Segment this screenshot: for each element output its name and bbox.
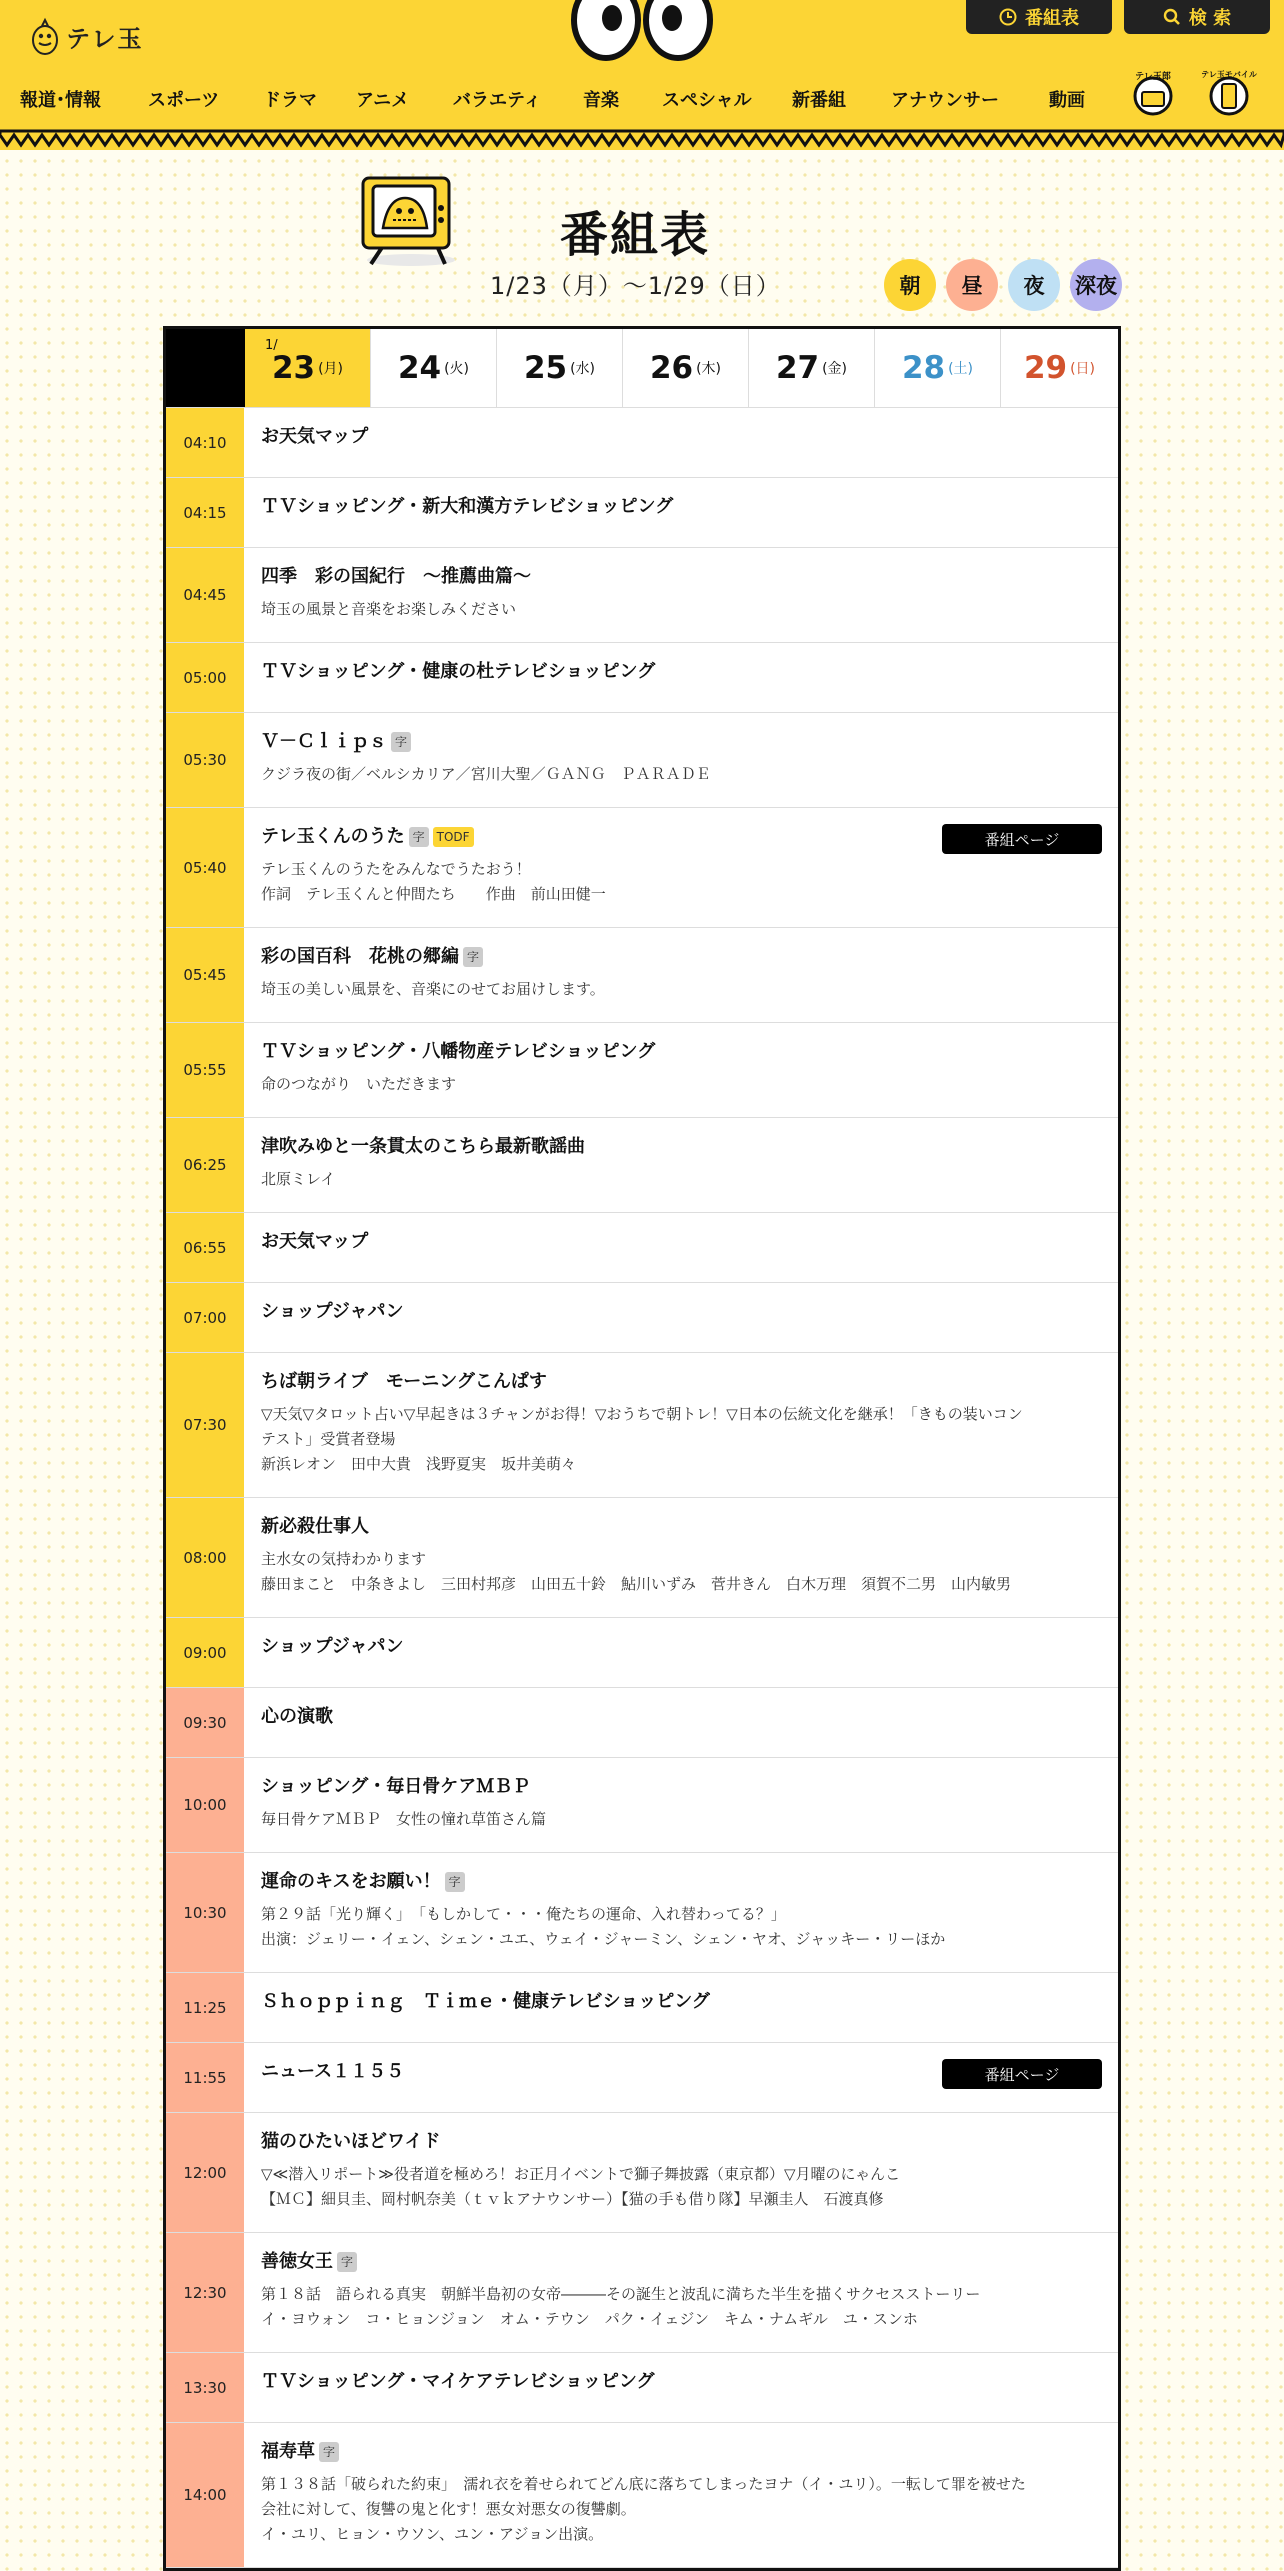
program-time: 11:25 bbox=[166, 1973, 245, 2042]
day-number: 29 bbox=[1023, 350, 1068, 386]
program-description-line: ▽天気▽タロット占い▽早起きは３チャンがお得！▽おうちで朝トレ！▽日本の伝統文化を継承！「きもの装いコン bbox=[261, 1405, 1023, 1423]
program-title[interactable]: ニュース１１５５ bbox=[261, 2061, 405, 2082]
mascot-eyes-icon bbox=[568, 0, 716, 62]
program-row[interactable] bbox=[166, 2233, 1118, 2353]
program-time: 05:00 bbox=[166, 643, 245, 712]
nav-new-programs[interactable]: 新番組 bbox=[792, 90, 846, 111]
program-info bbox=[245, 1118, 1118, 1212]
day-weekday: (日) bbox=[1070, 361, 1096, 377]
subtitle-badge: 字 bbox=[319, 2442, 339, 2462]
program-row[interactable] bbox=[166, 2423, 1118, 2568]
program-description bbox=[261, 857, 1102, 907]
program-title[interactable]: 新必殺仕事人 bbox=[261, 1516, 369, 1537]
subtitle-badge: 字 bbox=[337, 2252, 357, 2272]
program-title-line bbox=[261, 1514, 1102, 1540]
program-title-line bbox=[261, 1989, 1102, 2015]
program-description-line: 【ＭＣ】細貝圭、岡村帆奈美（ｔｖｋアナウンサー）【猫の手も借り隊】早瀬圭人 石渡真修 bbox=[261, 2190, 884, 2208]
day-number: 24 bbox=[397, 350, 442, 386]
program-info bbox=[245, 1973, 1118, 2042]
program-list bbox=[166, 408, 1118, 2568]
nav-anime[interactable]: アニメ bbox=[356, 90, 410, 111]
program-description bbox=[261, 1902, 1102, 1952]
program-page-button[interactable]: 番組ページ bbox=[942, 2059, 1102, 2089]
program-info bbox=[245, 808, 1118, 927]
program-title[interactable]: 善徳女王 bbox=[261, 2251, 333, 2272]
program-info bbox=[245, 2353, 1118, 2422]
program-time: 12:30 bbox=[166, 2233, 245, 2352]
day-weekday: (土) bbox=[948, 361, 974, 377]
program-info bbox=[245, 1283, 1118, 1352]
program-title-line bbox=[261, 1869, 1102, 1895]
day-tab-29[interactable] bbox=[1001, 329, 1118, 407]
program-info bbox=[245, 1688, 1118, 1757]
program-info bbox=[245, 478, 1118, 547]
program-title-line bbox=[261, 1634, 1102, 1660]
tv-mascot-icon bbox=[353, 168, 463, 268]
program-row[interactable] bbox=[166, 643, 1118, 713]
program-row[interactable] bbox=[166, 1213, 1118, 1283]
day-weekday: (水) bbox=[570, 361, 596, 377]
program-title[interactable]: テレ玉くんのうた bbox=[261, 826, 405, 847]
program-title-line bbox=[261, 564, 1102, 590]
program-info bbox=[245, 548, 1118, 642]
program-title-line bbox=[261, 424, 1102, 450]
program-title-line bbox=[261, 1369, 1102, 1395]
program-page-button[interactable]: 番組ページ bbox=[942, 824, 1102, 854]
program-description bbox=[261, 597, 1102, 622]
program-info bbox=[245, 2423, 1118, 2567]
program-title[interactable]: Ｓｈｏｐｐｉｎｇ Ｔｉｍｅ・健康テレビショッピング bbox=[261, 1991, 710, 2012]
program-row[interactable] bbox=[166, 2353, 1118, 2423]
nav-videos[interactable]: 動画 bbox=[1049, 90, 1085, 111]
program-row[interactable] bbox=[166, 1023, 1118, 1118]
tod-morning-button[interactable]: 朝 bbox=[884, 259, 936, 311]
program-title-line bbox=[261, 1704, 1102, 1730]
program-info bbox=[245, 1023, 1118, 1117]
program-info bbox=[245, 1213, 1118, 1282]
program-time: 04:10 bbox=[166, 408, 245, 477]
program-time: 07:30 bbox=[166, 1353, 245, 1497]
program-title-line bbox=[261, 2129, 1102, 2155]
program-title[interactable]: ＴＶショッピング・マイケアテレビショッピング bbox=[261, 2371, 655, 2392]
day-tabs bbox=[166, 329, 1118, 408]
tod-daytime-button[interactable]: 昼 bbox=[946, 259, 998, 311]
program-description bbox=[261, 1807, 1102, 1832]
program-title-line bbox=[261, 659, 1102, 685]
program-row[interactable] bbox=[166, 1118, 1118, 1213]
day-weekday: (金) bbox=[822, 361, 848, 377]
search-icon bbox=[1163, 8, 1181, 26]
program-title-line bbox=[261, 2249, 1102, 2275]
program-description-line: 北原ミレイ bbox=[261, 1170, 336, 1188]
program-row[interactable] bbox=[166, 1353, 1118, 1498]
program-description bbox=[261, 2472, 1102, 2547]
program-time: 05:55 bbox=[166, 1023, 245, 1117]
day-number: 23 bbox=[271, 350, 316, 386]
program-time: 09:30 bbox=[166, 1688, 245, 1757]
day-tab-24[interactable] bbox=[371, 329, 497, 407]
program-description-line: 作詞 テレ玉くんと仲間たち 作曲 前山田健一 bbox=[261, 885, 606, 903]
program-row[interactable] bbox=[166, 1853, 1118, 1973]
schedule-button[interactable] bbox=[966, 0, 1112, 34]
svg-text:テレ玉モバイル: テレ玉モバイル bbox=[1201, 70, 1257, 79]
program-description bbox=[261, 977, 1102, 1002]
tod-latenight-button[interactable]: 深夜 bbox=[1070, 259, 1122, 311]
program-title[interactable]: 津吹みゆと一条貫太のこちら最新歌謡曲 bbox=[261, 1136, 585, 1157]
program-time: 13:30 bbox=[166, 2353, 245, 2422]
program-time: 06:25 bbox=[166, 1118, 245, 1212]
schedule-table bbox=[163, 326, 1121, 2571]
program-description-line: 第１３８話「破られた約束」 濡れ衣を着せられてどん底に落ちてしまったヨナ（イ・ユリ）。一転して罪を被せた bbox=[261, 2475, 1026, 2493]
program-time: 10:00 bbox=[166, 1758, 245, 1852]
program-description-line: 埼玉の美しい風景を、音楽にのせてお届けします。 bbox=[261, 980, 605, 998]
program-description bbox=[261, 1072, 1102, 1097]
program-description-line: 主水女の気持わかります bbox=[261, 1550, 427, 1568]
program-description-line: クジラ夜の街／ベルシカリア／宮川大聖／ＧＡＮＧ ＰＡＲＡＤＥ bbox=[261, 765, 711, 783]
subtitle-badge: 字 bbox=[391, 732, 411, 752]
program-description-line: イ・ヨウォン コ・ヒョンジョン オム・テウン パク・イェジン キム・ナムギル ユ・スンホ bbox=[261, 2310, 918, 2328]
day-number: 26 bbox=[649, 350, 694, 386]
program-description-line: 会社に対して、復讐の鬼と化す！悪女対悪女の復讐劇。 bbox=[261, 2500, 636, 2518]
subtitle-badge: 字 bbox=[445, 1872, 465, 1892]
program-row[interactable] bbox=[166, 1283, 1118, 1353]
program-time: 04:15 bbox=[166, 478, 245, 547]
program-time: 10:30 bbox=[166, 1853, 245, 1972]
program-title-line bbox=[261, 729, 1102, 755]
program-title-line bbox=[261, 2439, 1102, 2465]
program-description-line: 第２９話「光り輝く」 「もしかして・・・俺たちの運命、入れ替わってる？」 bbox=[261, 1905, 786, 1923]
program-title-line bbox=[261, 1299, 1102, 1325]
nav-variety[interactable]: バラエティ bbox=[453, 90, 542, 111]
program-description-line: 新浜レオン 田中大貴 浅野夏実 坂井美萌々 bbox=[261, 1455, 577, 1473]
program-description-line: イ・ユリ、ヒョン・ウソン、ユン・アジョン出演。 bbox=[261, 2525, 604, 2543]
program-time: 08:00 bbox=[166, 1498, 245, 1617]
main-nav bbox=[20, 86, 1109, 112]
program-title-line bbox=[261, 1229, 1102, 1255]
program-description-line: 毎日骨ケアＭＢＰ 女性の憧れ草笛さん篇 bbox=[261, 1810, 547, 1828]
page-title: 番組表 bbox=[560, 207, 711, 263]
program-info bbox=[245, 2043, 1118, 2112]
program-title[interactable]: お天気マップ bbox=[261, 1231, 369, 1252]
program-title[interactable]: 心の演歌 bbox=[261, 1706, 333, 1727]
program-row[interactable] bbox=[166, 2043, 1118, 2113]
program-title[interactable]: ＴＶショッピング・八幡物産テレビショッピング bbox=[261, 1041, 656, 1062]
program-title-line bbox=[261, 1774, 1102, 1800]
nav-drama[interactable]: ドラマ bbox=[263, 90, 317, 111]
program-description-line: テスト」受賞者登場 bbox=[261, 1430, 396, 1448]
schedule-button-label: 番組表 bbox=[1025, 8, 1079, 29]
day-tab-23[interactable] bbox=[245, 329, 371, 407]
program-description-line: 藤田まこと 中条きよし 三田村邦彦 山田五十鈴 鮎川いずみ 菅井きん 白木万理 須賀不二男 山内敏男 bbox=[261, 1575, 1012, 1593]
program-title[interactable]: お天気マップ bbox=[261, 426, 369, 447]
svg-text:テレ玉郎: テレ玉郎 bbox=[1135, 72, 1171, 82]
program-title-line bbox=[261, 944, 1102, 970]
program-info bbox=[245, 1853, 1118, 1972]
program-title[interactable]: ＴＶショッピング・新大和漢方テレビショッピング bbox=[261, 496, 674, 517]
program-title[interactable]: ショップジャパン bbox=[261, 1636, 404, 1657]
day-month: 1/ bbox=[265, 338, 278, 353]
logo-text: テレ玉 bbox=[66, 24, 144, 53]
program-title[interactable]: Ｖ－Ｃｌｉｐｓ bbox=[261, 731, 387, 752]
site-logo[interactable] bbox=[30, 16, 144, 56]
program-title-line bbox=[261, 1039, 1102, 1065]
program-info bbox=[245, 928, 1118, 1022]
day-number: 25 bbox=[523, 350, 568, 386]
program-row[interactable] bbox=[166, 808, 1118, 928]
header-zigzag-edge bbox=[0, 131, 1284, 153]
program-row[interactable] bbox=[166, 1688, 1118, 1758]
program-time: 05:40 bbox=[166, 808, 245, 927]
program-description-line: 埼玉の風景と音楽をお楽しみください bbox=[261, 600, 517, 618]
subtitle-badge: 字 bbox=[409, 827, 429, 847]
day-tabs-corner bbox=[166, 329, 245, 407]
day-weekday: (火) bbox=[444, 361, 470, 377]
program-time: 05:30 bbox=[166, 713, 245, 807]
todf-badge: TODF bbox=[433, 827, 474, 847]
program-row[interactable] bbox=[166, 1498, 1118, 1618]
day-tab-27[interactable] bbox=[749, 329, 875, 407]
program-title[interactable]: 彩の国百科 花桃の郷編 bbox=[261, 946, 459, 967]
site-header bbox=[0, 0, 1284, 150]
program-info bbox=[245, 1758, 1118, 1852]
nav-news[interactable]: 報道･情報 bbox=[20, 90, 101, 111]
program-row[interactable] bbox=[166, 478, 1118, 548]
teletamaro-icon[interactable] bbox=[1128, 66, 1178, 120]
program-info bbox=[245, 1353, 1118, 1497]
day-tab-26[interactable] bbox=[623, 329, 749, 407]
program-description-line: 出演：ジェリー・イェン、シェン・ユエ、ウェイ・ジャーミン、シェン・ヤオ、ジャッキー・リーほか bbox=[261, 1930, 946, 1948]
program-description bbox=[261, 2162, 1102, 2212]
program-time: 11:55 bbox=[166, 2043, 245, 2112]
day-tab-25[interactable] bbox=[497, 329, 623, 407]
telетama-mascot-icon bbox=[30, 16, 60, 56]
program-title[interactable]: ＴＶショッピング・健康の杜テレビショッピング bbox=[261, 661, 656, 682]
nav-announcers[interactable]: アナウンサー bbox=[891, 90, 999, 111]
program-info bbox=[245, 408, 1118, 477]
day-weekday: (木) bbox=[696, 361, 722, 377]
program-title[interactable]: 福寿草 bbox=[261, 2441, 315, 2462]
program-info bbox=[245, 1498, 1118, 1617]
nav-music[interactable]: 音楽 bbox=[583, 90, 619, 111]
program-description-line: 命のつながり いただきます bbox=[261, 1075, 457, 1093]
program-row[interactable] bbox=[166, 2113, 1118, 2233]
program-title[interactable]: ちば朝ライブ モーニングこんぱす bbox=[261, 1371, 547, 1392]
program-title-line bbox=[261, 2369, 1102, 2395]
day-weekday: (月) bbox=[318, 361, 344, 377]
program-info bbox=[245, 713, 1118, 807]
program-description bbox=[261, 2282, 1102, 2332]
program-description-line: テレ玉くんのうたをみんなでうたおう！ bbox=[261, 860, 531, 878]
program-info bbox=[245, 1618, 1118, 1687]
program-description bbox=[261, 762, 1102, 787]
program-time: 05:45 bbox=[166, 928, 245, 1022]
search-button[interactable] bbox=[1124, 0, 1270, 34]
search-button-label: 検 索 bbox=[1188, 8, 1232, 29]
program-title[interactable]: 猫のひたいほどワイド bbox=[261, 2131, 441, 2152]
subtitle-badge: 字 bbox=[463, 947, 483, 967]
clock-icon bbox=[999, 8, 1017, 26]
program-description-line: 第１８話 語られる真実 朝鮮半島初の女帝―――その誕生と波乱に満ちた半生を描くサクセスストーリー bbox=[261, 2285, 981, 2303]
day-number: 27 bbox=[775, 350, 820, 386]
program-row[interactable] bbox=[166, 713, 1118, 808]
program-title[interactable]: ショップジャパン bbox=[261, 1301, 404, 1322]
program-title-line bbox=[261, 1134, 1102, 1160]
program-title[interactable]: ショッピング・毎日骨ケアＭＢＰ bbox=[261, 1776, 531, 1797]
program-description-line: ▽≪潜入リポート≫役者道を極めろ！お正月イベントで獅子舞披露（東京都）▽月曜のにゃんこ bbox=[261, 2165, 901, 2183]
program-info bbox=[245, 2113, 1118, 2232]
program-row[interactable] bbox=[166, 1973, 1118, 2043]
program-description bbox=[261, 1402, 1102, 1477]
program-description bbox=[261, 1547, 1102, 1597]
program-row[interactable] bbox=[166, 1618, 1118, 1688]
program-row[interactable] bbox=[166, 408, 1118, 478]
program-row[interactable] bbox=[166, 1758, 1118, 1853]
day-number: 28 bbox=[901, 350, 946, 386]
program-info bbox=[245, 2233, 1118, 2352]
nav-sports[interactable]: スポーツ bbox=[148, 90, 220, 111]
program-row[interactable] bbox=[166, 928, 1118, 1023]
tod-evening-button[interactable]: 夜 bbox=[1008, 259, 1060, 311]
day-tab-28[interactable] bbox=[875, 329, 1001, 407]
program-time: 09:00 bbox=[166, 1618, 245, 1687]
nav-special[interactable]: スペシャル bbox=[662, 90, 752, 111]
program-description bbox=[261, 1167, 1102, 1192]
program-title[interactable]: 四季 彩の国紀行 ～推薦曲篇～ bbox=[261, 566, 531, 587]
program-time: 04:45 bbox=[166, 548, 245, 642]
date-range: 1/23（月）〜1/29（日） bbox=[490, 272, 781, 300]
program-title[interactable]: 運命のキスをお願い！ bbox=[261, 1871, 441, 1892]
program-time: 07:00 bbox=[166, 1283, 245, 1352]
program-title-line bbox=[261, 494, 1102, 520]
program-time: 12:00 bbox=[166, 2113, 245, 2232]
program-row[interactable] bbox=[166, 548, 1118, 643]
program-time: 06:55 bbox=[166, 1213, 245, 1282]
program-time: 14:00 bbox=[166, 2423, 245, 2567]
teletama-mobile-icon[interactable] bbox=[1201, 66, 1257, 120]
program-info bbox=[245, 643, 1118, 712]
